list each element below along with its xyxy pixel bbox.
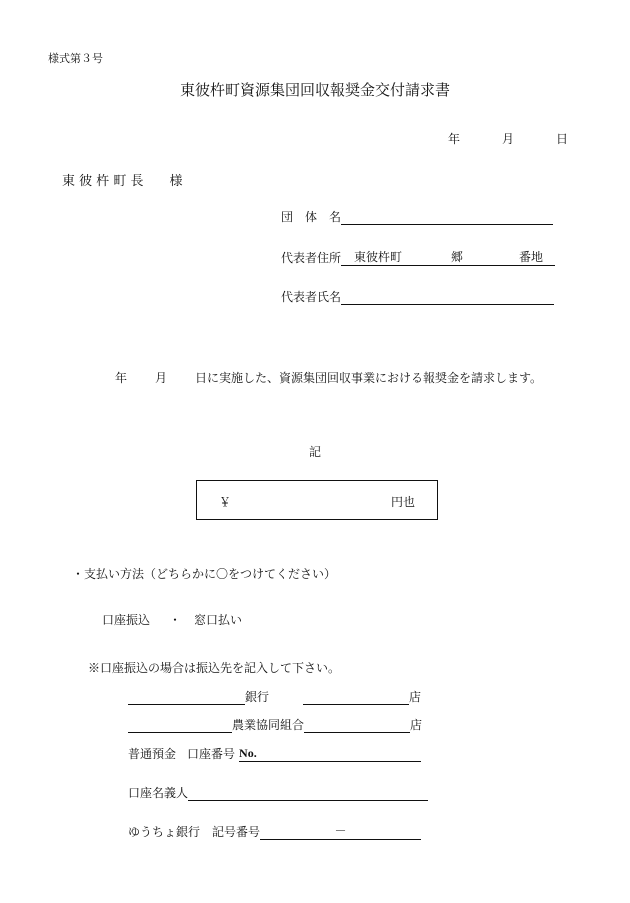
amount-box[interactable] (196, 480, 438, 520)
option-transfer[interactable]: 口座振込 (102, 613, 151, 627)
address-field[interactable] (341, 248, 555, 266)
yucho-row (128, 822, 421, 840)
ja-store-label: 店 (410, 718, 423, 732)
bank-row (128, 688, 421, 705)
ja-row (128, 716, 422, 733)
bank-branch-field[interactable] (303, 690, 409, 705)
page-title: 東彼杵町資源集団回収報奨金交付請求書 (179, 81, 450, 99)
bank-label: 銀行 (245, 690, 270, 704)
group-name-label: 団 体 名 (281, 210, 342, 224)
ki-heading: 記 (309, 445, 322, 459)
rep-name-field[interactable] (341, 290, 554, 305)
addressee: 東 彼 杵 町 長 様 (62, 174, 183, 189)
bank-name-field[interactable] (128, 690, 245, 705)
date-year-label: 年 (448, 132, 461, 146)
group-name-field[interactable] (341, 210, 553, 225)
amount-suffix: 円也 (391, 495, 416, 509)
ja-label: 農業協同組合 (232, 718, 305, 732)
group-name-row (281, 208, 553, 225)
account-number-field[interactable] (239, 746, 421, 762)
yen-mark: ￥ (219, 495, 232, 509)
holder-field[interactable] (188, 786, 428, 801)
bank-store-label: 店 (409, 690, 422, 704)
request-text: 日に実施した、資源集団回収事業における報奨金を請求します。 (195, 371, 543, 385)
ja-name-field[interactable] (128, 718, 232, 733)
yucho-dash: － (334, 824, 347, 838)
date-day-label: 日 (556, 132, 569, 146)
request-month: 月 (155, 371, 168, 385)
yucho-number-field[interactable] (260, 822, 421, 840)
option-separator: ・ (169, 613, 182, 627)
holder-row (128, 784, 428, 801)
transfer-note: ※口座振込の場合は振込先を記入して下さい。 (88, 661, 341, 675)
address-label: 代表者住所 (281, 251, 342, 265)
rep-name-label: 代表者氏名 (281, 290, 342, 304)
request-year: 年 (115, 371, 128, 385)
yucho-label: ゆうちょ銀行 記号番号 (128, 825, 261, 839)
form-number: 様式第３号 (48, 52, 103, 65)
account-type: 普通預金 (128, 747, 177, 761)
rep-name-row (281, 288, 554, 305)
holder-label: 口座名義人 (128, 786, 189, 800)
address-banchi: 番地 (519, 250, 544, 264)
option-window[interactable]: 窓口払い (194, 613, 243, 627)
payment-heading: ・支払い方法（どちらかに〇をつけてください） (72, 567, 337, 581)
account-number-label: 口座番号 (187, 747, 236, 761)
date-month-label: 月 (502, 132, 515, 146)
address-go: 郷 (451, 250, 464, 264)
account-row (128, 745, 421, 762)
address-town: 東彼杵町 (354, 250, 403, 264)
ja-branch-field[interactable] (304, 718, 410, 733)
account-no-prefix: No. (239, 746, 257, 760)
address-row (281, 248, 555, 266)
